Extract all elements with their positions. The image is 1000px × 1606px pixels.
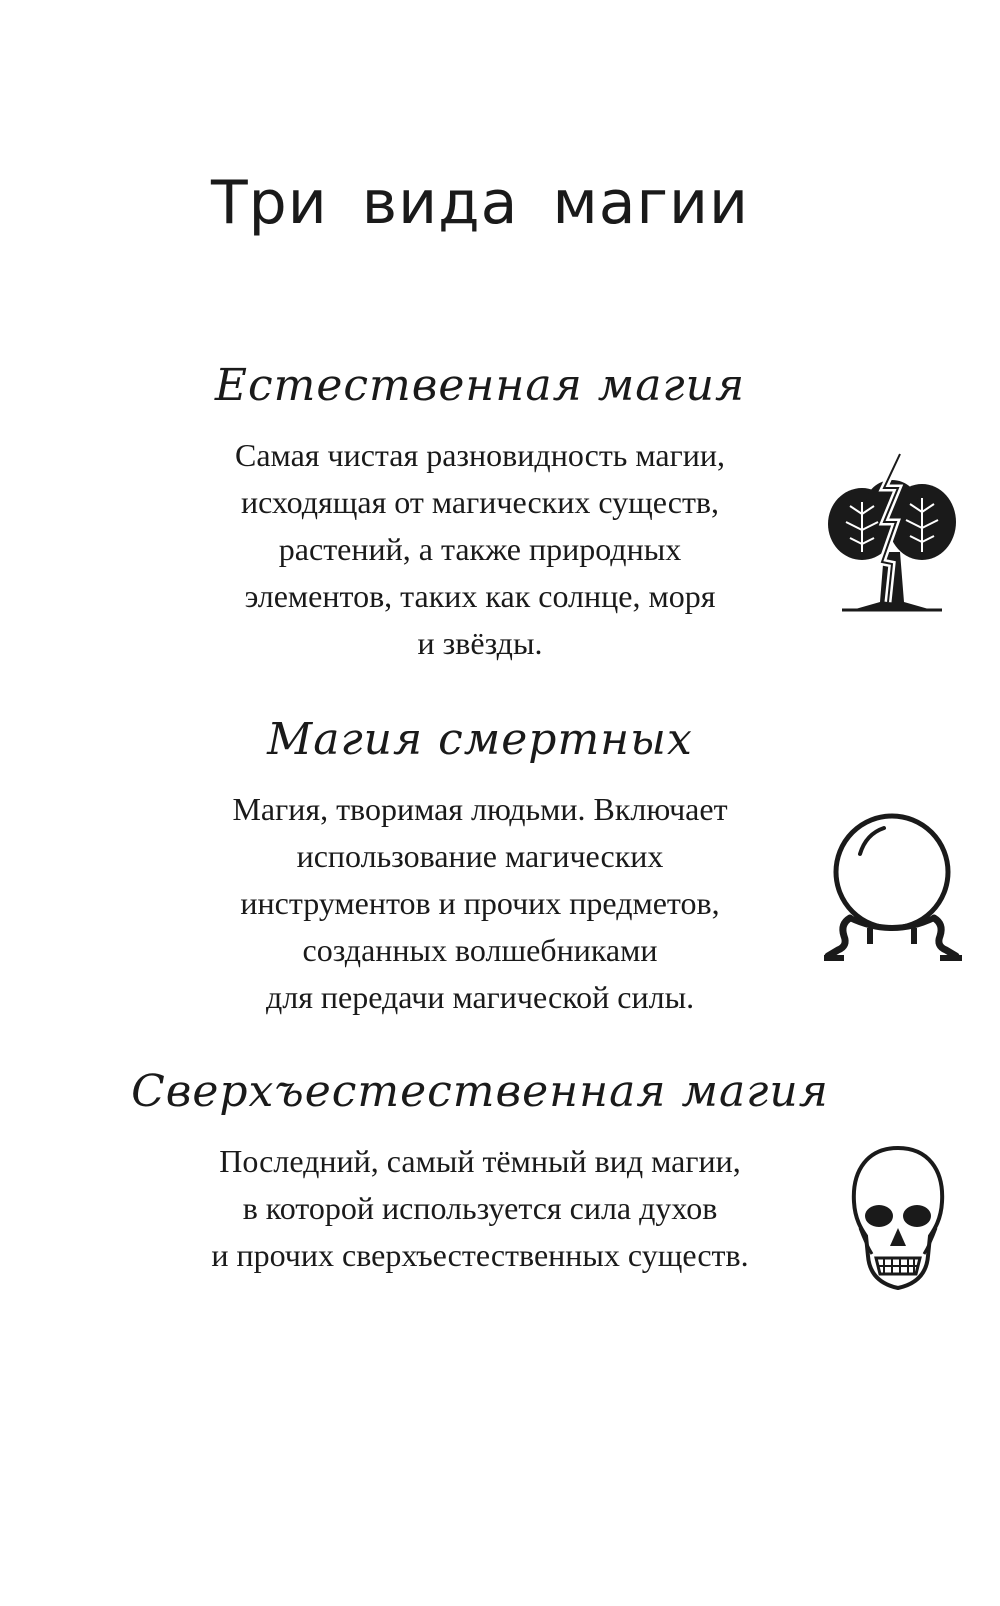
page-title: Три вида магии (210, 168, 750, 238)
crystal-ball-icon (820, 806, 966, 968)
section-heading: Естественная магия (214, 360, 746, 411)
section-body (110, 1138, 850, 1279)
body-line: использование магических (296, 838, 664, 874)
body-line: Самая чистая разновидность магии, (234, 437, 725, 473)
body-line: в которой используется сила духов (242, 1190, 718, 1226)
body-line: созданных волшебниками (302, 932, 658, 968)
body-line: Последний, самый тёмный вид магии, (219, 1143, 741, 1179)
body-line: и прочих сверхъестественных существ. (211, 1237, 749, 1273)
section-heading: Сверхъестественная магия (131, 1066, 829, 1117)
section-heading: Магия смертных (267, 714, 693, 765)
body-line: исходящая от магических существ, (240, 484, 720, 520)
body-line: Магия, творимая людьми. Включает (232, 791, 728, 827)
lightning-tree-icon (822, 452, 962, 612)
body-line: инструментов и прочих предметов, (240, 885, 720, 921)
skull-icon (846, 1144, 950, 1294)
body-line: и звёзды. (417, 625, 543, 661)
body-line: элементов, таких как солнце, моря (244, 578, 716, 614)
section-body (110, 432, 850, 667)
body-line: растений, а также природных (278, 531, 682, 567)
body-line: для передачи магической силы. (265, 979, 695, 1015)
section-body (110, 786, 850, 1021)
